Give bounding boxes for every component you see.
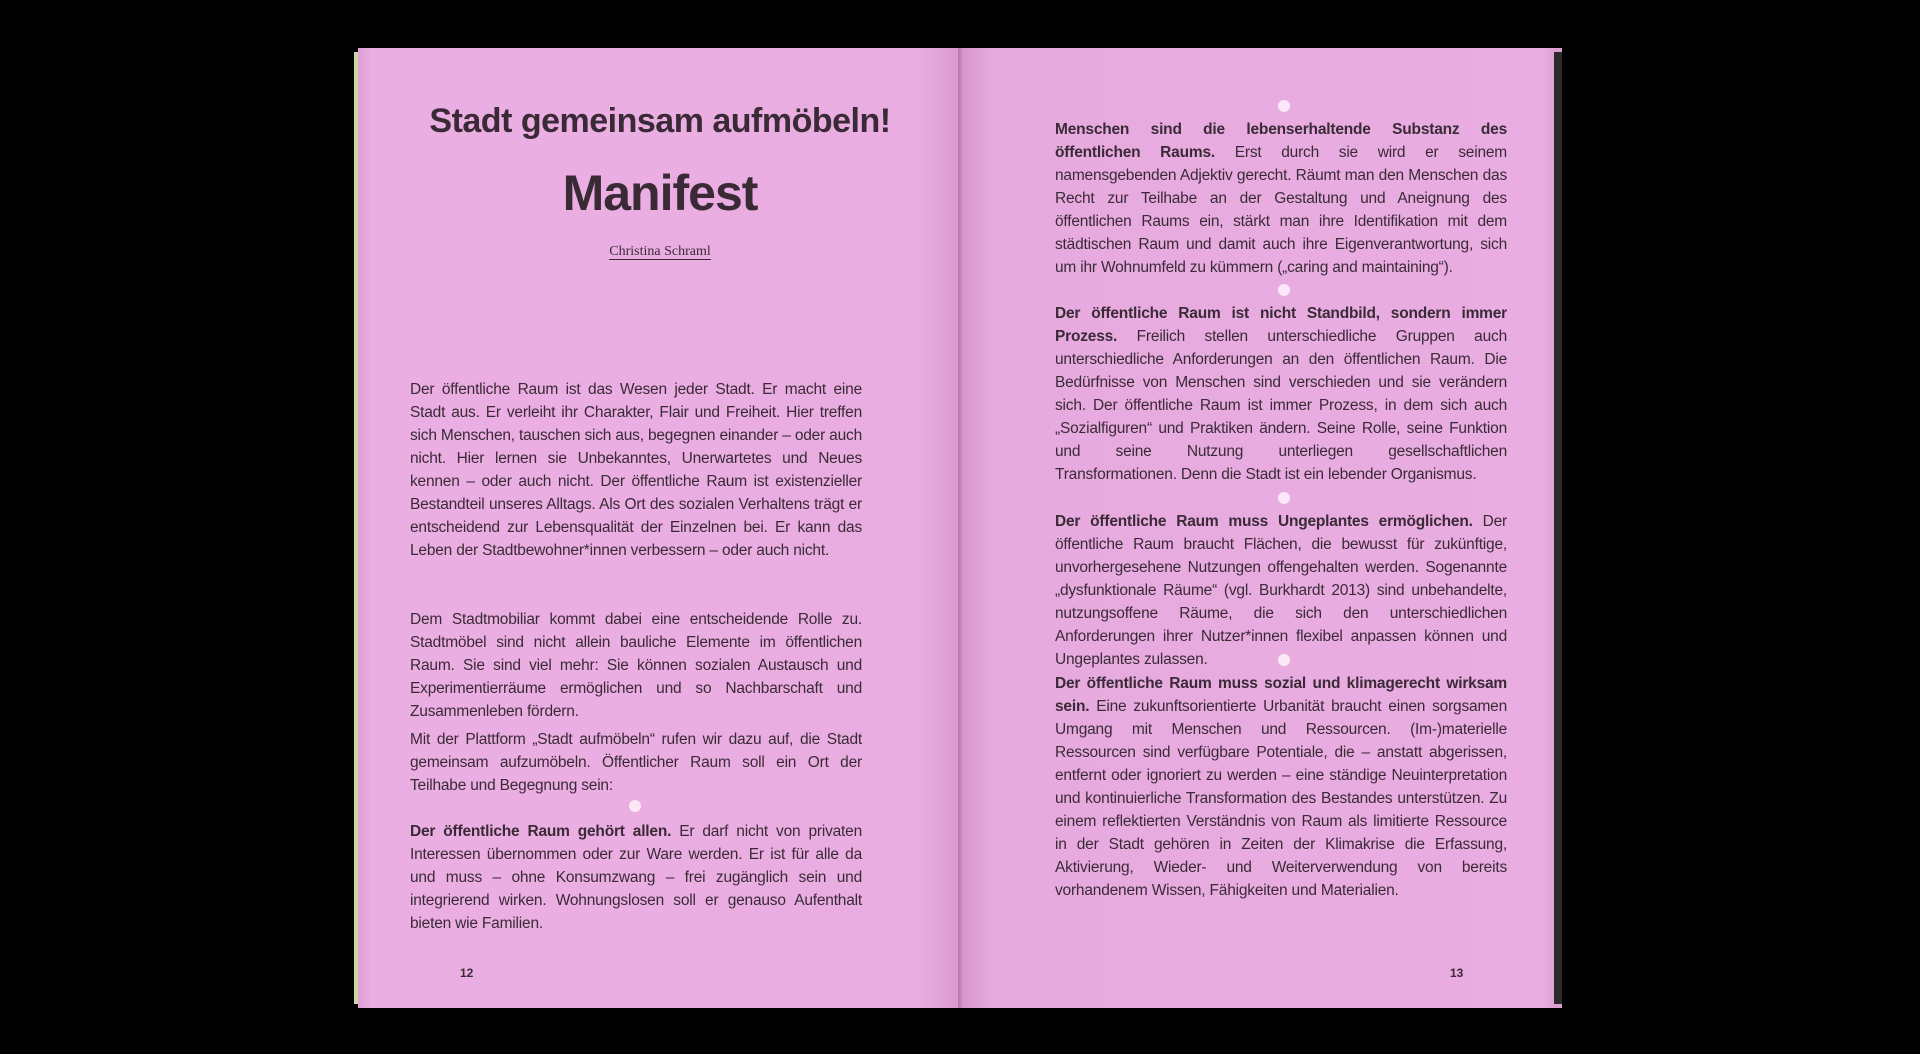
author-name bbox=[358, 244, 962, 260]
principle-lead: Menschen sind die lebenserhaltende Substanz des öffentlichen Raums. bbox=[1055, 121, 1507, 161]
principle-paragraph bbox=[410, 820, 862, 935]
right-page bbox=[962, 48, 1562, 1008]
principle-paragraph bbox=[1055, 118, 1507, 279]
left-page bbox=[358, 48, 962, 1008]
stadtmobiliar-paragraph: Dem Stadtmobiliar kommt dabei eine entscheidende Rolle zu. Stadtmöbel sind nicht allein bauliche Elemente im öffentlichen Raum. Sie sind viel mehr: Sie können sozialen Austausch und Experimentierräume ermöglichen und so Nachbarschaft und Zusammenleben fördern. bbox=[410, 611, 862, 720]
page-number-right: 13 bbox=[1450, 966, 1464, 980]
bullet-dot bbox=[629, 800, 641, 812]
principle-paragraph bbox=[1055, 672, 1507, 902]
principle-body: Er darf nicht von privaten Interessen übernommen oder zur Ware werden. Er ist für alle da und muss – ohne Konsumzwang – frei zugänglich sein und integrierend wirken. Wohnungslosen soll er genauso Aufenthalt bieten wie Familien. bbox=[410, 823, 863, 932]
principle-paragraph bbox=[1055, 302, 1507, 486]
principle-lead: Der öffentliche Raum muss Ungeplantes ermöglichen. bbox=[1055, 513, 1473, 530]
book-spread bbox=[358, 48, 1562, 1008]
principle-lead: Der öffentliche Raum muss sozial und klimagerecht wirksam sein. bbox=[1055, 675, 1507, 715]
intro-paragraph: Der öffentliche Raum ist das Wesen jeder Stadt. Er macht eine Stadt aus. Er verleiht ihr Charakter, Flair und Freiheit. Hier treffen sich Menschen, tauschen sich aus, begegnen einander – oder auch nicht. Hier lernen sie Unbekanntes, Unerwartetes und Neues kennen – oder auch nicht. Der öffentliche Raum ist existenzieller Bestandteil unseres Alltags. Als Ort des sozialen Verhaltens trägt er entscheidend zur Lebensqualität der Einzelnen bei. Er kann das Leben der Stadtbewohner*innen verbessern – oder auch nicht. bbox=[410, 381, 862, 559]
principle-paragraph bbox=[1055, 510, 1507, 671]
author-name-text: Christina Schraml bbox=[609, 244, 711, 259]
bullet-dot bbox=[1278, 492, 1290, 504]
platform-paragraph: Mit der Plattform „Stadt aufmöbeln“ rufen wir dazu auf, die Stadt gemeinsam aufzumöbeln. Öffentlicher Raum soll ein Ort der Teilhabe und Begegnung sein: bbox=[410, 731, 862, 794]
page-number-left: 12 bbox=[460, 966, 474, 980]
principle-lead: Der öffentliche Raum ist nicht Standbild, sondern immer Prozess. bbox=[1055, 305, 1507, 345]
page-title: Manifest bbox=[562, 165, 758, 221]
page-subtitle: Stadt gemeinsam aufmöbeln! bbox=[429, 102, 891, 140]
bullet-dot bbox=[1278, 284, 1290, 296]
principle-body: Erst durch sie wird er seinem namensgebenden Adjektiv gerecht. Räumt man den Menschen das Recht zur Teilhabe an der Gestaltung und Aneignung des öffentlichen Raums ein, stärkt man ihre Identifikation mit dem städtischen Raum und damit auch ihre Eigenverantwortung, sich um ihr Wohnumfeld zu kümmern („caring and maintaining“). bbox=[1055, 144, 1508, 276]
principle-body: Eine zukunftsorientierte Urbanität braucht einen sorgsamen Umgang mit Menschen und Ressourcen. (Im-)materielle Ressourcen sind verfügbare Potentiale, die – anstatt abgerissen, entfernt oder ignoriert zu werden – eine ständige Neuinterpretation und kontinuierliche Transformation des Bestandes unterstützen. Zu einem reflektierten Verständnis von Raum als limitierte Ressource in der Stadt gehören in Zeiten der Klimakrise die Erfassung, Aktivierung, Wieder- und Weiterverwendung von bereits vorhandenem Wissen, Fähigkeiten und Materialien. bbox=[1055, 698, 1507, 899]
bullet-dot bbox=[1278, 100, 1290, 112]
page-edge-right bbox=[1554, 52, 1562, 1004]
principle-body: Freilich stellen unterschiedliche Gruppen auch unterschiedliche Anforderungen an den öffentlichen Raum. Die Bedürfnisse von Menschen sind verschieden und sie verändern sich. Der öffentliche Raum ist immer Prozess, in dem sich auch „Sozialfiguren“ und Praktiken ändern. Seine Rolle, seine Funktion und seine Nutzung unterliegen gesellschaftlichen Transformationen. Denn die Stadt ist ein lebender Organismus. bbox=[1055, 328, 1507, 483]
principle-body: Der öffentliche Raum braucht Flächen, die bewusst für zukünftige, unvorhergesehene Nutzungen offengehalten werden. Sogenannte „dysfunktionale Räume“ (vgl. Burkhardt 2013) sind unbehandelte, nutzungsoffene Räume, die sich den unterschiedlichen Anforderungen ihrer Nutzer*innen flexibel anpassen können und Ungeplantes zulassen. bbox=[1055, 513, 1508, 668]
principle-lead: Der öffentliche Raum gehört allen. bbox=[410, 823, 672, 840]
bullet-dot bbox=[1278, 654, 1290, 666]
